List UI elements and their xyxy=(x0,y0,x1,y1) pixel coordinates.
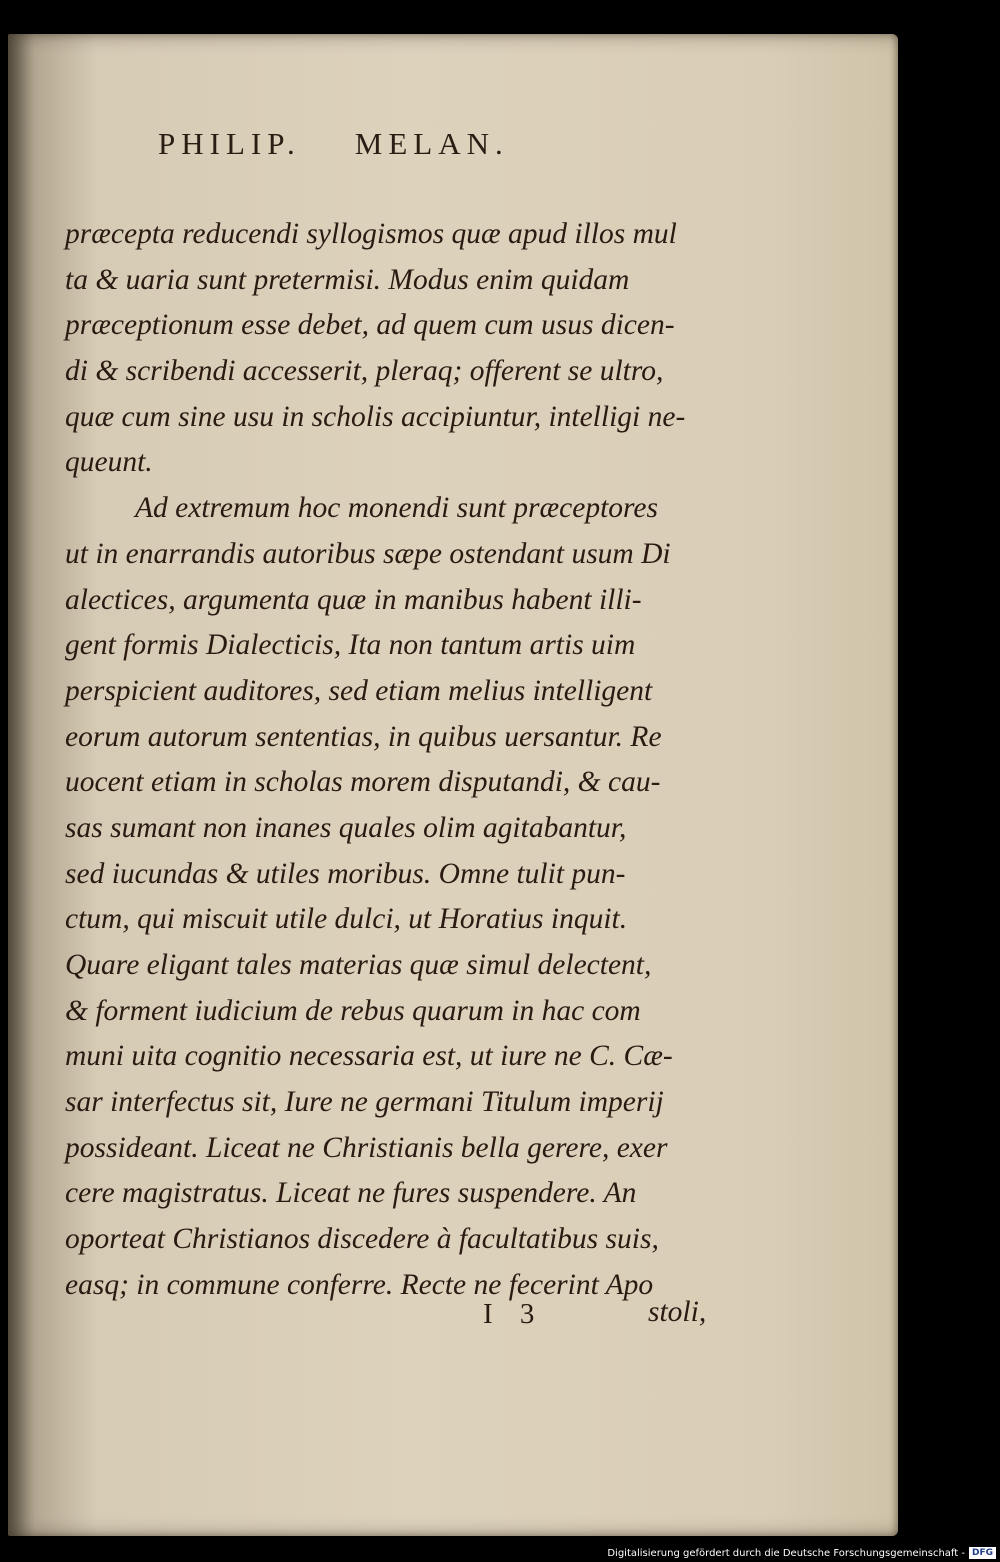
text-line: ta & uaria sunt pretermisi. Modus enim quidam xyxy=(65,263,630,296)
text-line: præcepta reducendi syllogismos quæ apud illos mul xyxy=(65,218,677,250)
text-line: queunt. xyxy=(65,446,153,479)
dfg-logo-icon: DFG xyxy=(969,1547,996,1559)
header-left: PHILIP. xyxy=(158,126,301,161)
credit-text: Digitalisierung gefördert durch die Deutsche Forschungsgemeinschaft - xyxy=(607,1547,965,1559)
body-text xyxy=(65,212,745,1309)
text-line: easq; in commune conferre. Recte ne fecerint Apo xyxy=(65,1268,654,1301)
text-line: sas sumant non inanes quales olim agitabantur, xyxy=(65,811,627,844)
text-line: cere magistratus. Liceat ne fures suspendere. An xyxy=(65,1177,637,1210)
text-line: ut in enarrandis autoribus sæpe ostendant usum Di xyxy=(65,537,671,570)
book-page xyxy=(8,34,898,1536)
running-header xyxy=(158,126,658,166)
text-line: Ad extremum hoc monendi sunt præceptores xyxy=(135,492,658,525)
text-line: alectices, argumenta quæ in manibus habent illi- xyxy=(65,583,642,616)
text-line: sar interfectus sit, Iure ne germani Titulum imperij xyxy=(65,1086,664,1119)
text-line: præceptionum esse debet, ad quem cum usus dicen- xyxy=(65,309,675,342)
text-line: eorum autorum sententias, in quibus uersantur. Re xyxy=(65,720,662,753)
text-line: oporteat Christianos discedere à facultatibus suis, xyxy=(65,1223,659,1256)
header-right: MELAN. xyxy=(354,126,509,161)
signature-mark: I 3 xyxy=(483,1298,545,1330)
text-line: muni uita cognitio necessaria est, ut iure ne C. Cæ- xyxy=(65,1040,673,1073)
catchword: stoli, xyxy=(648,1296,707,1328)
text-line: sed iucundas & utiles moribus. Omne tulit pun- xyxy=(65,857,626,890)
text-line: di & scribendi accesserit, pleraq; offerent se ultro, xyxy=(65,355,664,388)
text-line: ctum, qui miscuit utile dulci, ut Horatius inquit. xyxy=(65,903,628,936)
text-line: quæ cum sine usu in scholis accipiuntur, intelligi ne- xyxy=(65,400,686,433)
text-line: Quare eligant tales materias quæ simul delectent, xyxy=(65,949,652,981)
text-line: gent formis Dialecticis, Ita non tantum artis uim xyxy=(65,629,636,662)
text-line: perspicient auditores, sed etiam melius intelligent xyxy=(65,674,653,707)
digitization-credit xyxy=(607,1547,996,1559)
text-line: & forment iudicium de rebus quarum in hac com xyxy=(65,994,641,1027)
text-line: possideant. Liceat ne Christianis bella gerere, exer xyxy=(65,1131,668,1164)
text-line: uocent etiam in scholas morem disputandi, & cau- xyxy=(65,766,661,799)
